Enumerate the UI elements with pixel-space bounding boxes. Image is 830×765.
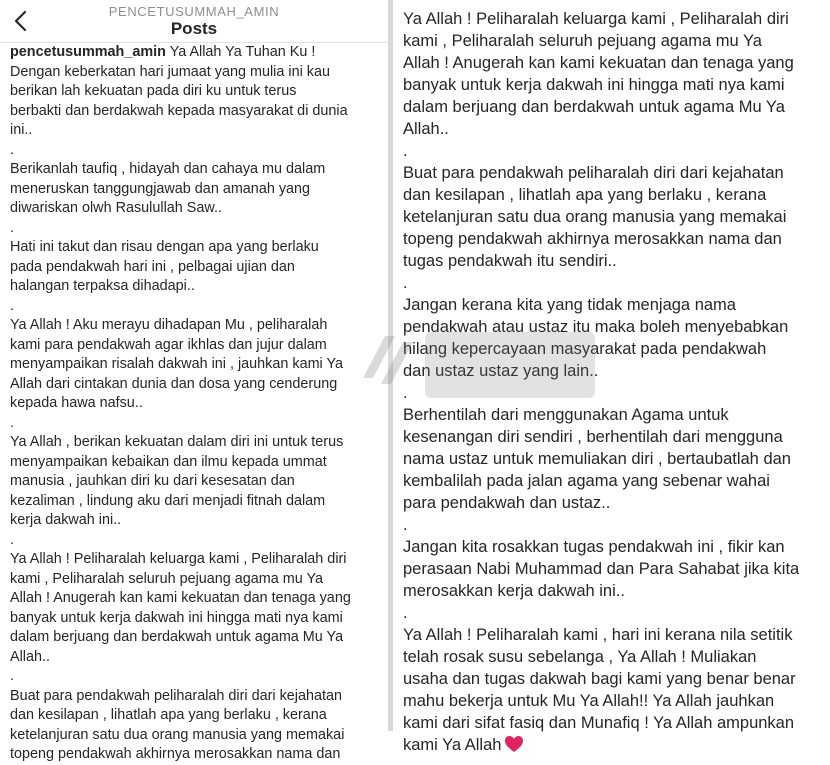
left-screenshot-panel	[0, 0, 388, 762]
caption-paragraph: Berikanlah taufiq , hidayah dan cahaya mu dalam meneruskan tanggungjawab dan amanah yang diwariskan olwh Rasulullah Saw..	[10, 161, 326, 216]
right-screenshot-panel	[393, 0, 830, 754]
paragraph-separator: .	[10, 141, 14, 158]
paragraph-separator: .	[10, 531, 14, 548]
caption-closing	[403, 624, 828, 756]
paragraph-separator: .	[403, 274, 408, 292]
paragraph-separator: .	[10, 219, 14, 236]
paragraph-separator: .	[10, 297, 14, 314]
paragraph-separator: .	[403, 384, 408, 402]
paragraph-separator: .	[403, 142, 408, 160]
top-navigation-bar	[0, 0, 388, 43]
caption-paragraph: Jangan kita rosakkan tugas pendakwah ini , fikir kan perasaan Nabi Muhammad dan Para Sahabat jika kita merosakkan kerja dakwah ini..	[403, 538, 800, 600]
caption-paragraph: Ya Allah , berikan kekuatan dalam diri ini untuk terus menyampaikan kebaikan dan ilmu kepada ummat manusia , jauhkan diri ku dari kesesatan dan kezaliman , lindung aku dari menjadi fitnah dalam kerja dakwah ini..	[10, 434, 344, 528]
caption-closing-text: Ya Allah ! Peliharalah kami , hari ini kerana nila setitik telah rosak susu sebelanga , Ya Allah ! Muliakan usaha dan tugas dakwah bagi kami yang benar benar mahu bekerja untuk Mu Ya Allah!! Ya Allah jauhkan kami dari sifat fasiq dan Munafiq ! Ya Allah ampunkan kami Ya Allah	[403, 626, 796, 754]
caption-paragraph: Buat para pendakwah peliharalah diri dari kejahatan dan kesilapan , lihatlah apa yang berlaku , kerana ketelanjuran satu dua orang manusia yang memakai topeng pendakwah akhirnya merosakkan nama dan tugas pendakwah itu sendiri..	[403, 164, 787, 270]
caption-paragraph: Berhentilah dari menggunakan Agama untuk kesenangan diri sendiri , berhentilah dari mengguna nama ustaz untuk memuliakan diri , bertaubatlah dan kembalilah pada jalan agama yang sebenar wahai para pendakwah dan ustaz..	[403, 406, 791, 512]
heart-icon	[504, 735, 524, 753]
caption-opening-text: Ya Allah Ya Tuhan Ku ! Dengan keberkatan hari jumaat yang mulia ini kau berikan lah kekuatan pada diri ku untuk terus berbakti dan berdakwah kepada masyarakat di dunia ini..	[10, 44, 348, 138]
paragraph-separator: .	[10, 414, 14, 431]
paragraph-separator: .	[10, 668, 14, 684]
caption-opening	[10, 43, 382, 141]
caption-paragraph: Buat para pendakwah peliharalah diri dari kejahatan dan kesilapan , lihatlah apa yang berlaku , kerana ketelanjuran satu dua orang manusia yang memakai topeng pendakwah akhirnya merosakkan nama dan	[10, 687, 345, 762]
profile-username-header: PENCETUSUMMAH_AMIN	[108, 4, 280, 19]
paragraph-separator: .	[403, 604, 408, 622]
author-username-link[interactable]: pencetusummah_amin	[10, 44, 166, 60]
post-caption	[10, 43, 382, 765]
caption-paragraph: Hati ini takut dan risau dengan apa yang berlaku pada pendakwah hari ini , pelbagai ujian dan halangan terpaksa dihadapi..	[10, 239, 319, 294]
caption-paragraph: Ya Allah ! Peliharalah keluarga kami , Peliharalah diri kami , Peliharalah seluruh pejuang agama mu Ya Allah ! Anugerah kan kami kekuatan dan tenaga yang banyak untuk kerja dakwah ini hingga mati nya kami dalam berjuang dan berdakwah untuk agama Mu Ya Allah..	[403, 10, 794, 138]
caption-paragraph: Jangan kerana kita yang tidak menjaga nama pendakwah atau ustaz itu maka boleh menyebabkan hilang kepercayaan masyarakat pada pendakwah dan ustaz ustaz yang lain..	[403, 296, 789, 380]
paragraph-separator: .	[403, 516, 408, 534]
caption-paragraph: Ya Allah ! Peliharalah keluarga kami , Peliharalah diri kami , Peliharalah seluruh pejuang agama mu Ya Allah ! Anugerah kan kami kekuatan dan tenaga yang banyak untuk kerja dakwah ini hingga mati nya kami dalam berjuang dan berdakwah untuk agama Mu Ya Allah..	[10, 551, 351, 665]
post-caption-continued	[403, 8, 828, 756]
page-title: Posts	[170, 19, 218, 38]
caption-paragraph: Ya Allah ! Aku merayu dihadapan Mu , peliharalah kami para pendakwah agar ikhlas dan jujur dalam menyampaikan risalah dakwah ini , jauhkan kami Ya Allah dari cintakan dunia dan dosa yang cenderung kepada hawa nafsu..	[10, 317, 344, 411]
